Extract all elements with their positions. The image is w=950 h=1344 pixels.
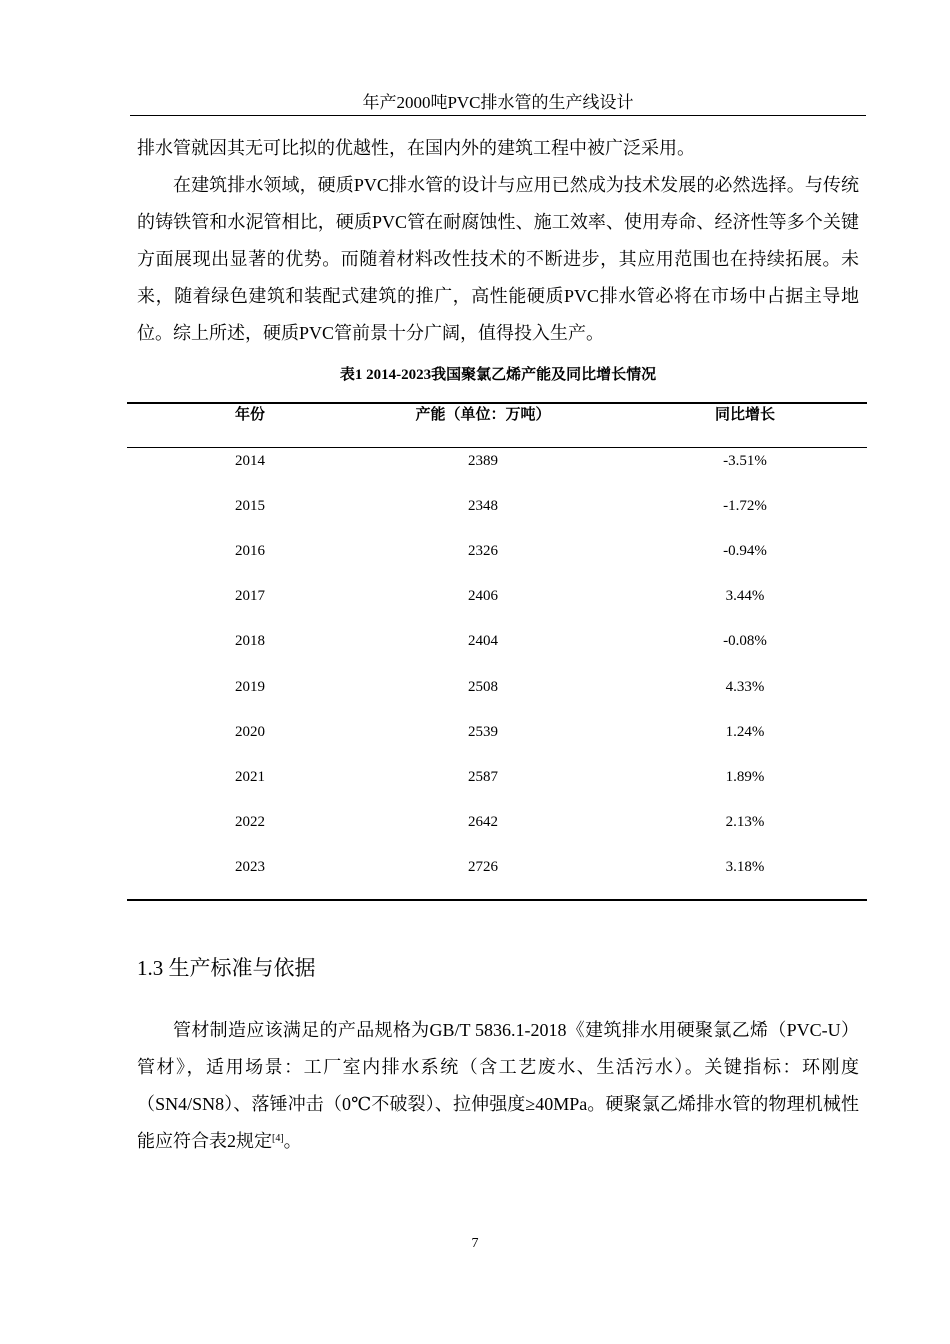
table-bottom-rule bbox=[127, 899, 867, 901]
table-header-year: 年份 bbox=[234, 407, 265, 423]
table-caption: 表1 2014-2023我国聚氯乙烯产能及同比增长情况 bbox=[339, 367, 657, 383]
table-cell-growth: -0.94% bbox=[723, 543, 767, 560]
table-cell-year: 2015 bbox=[235, 498, 265, 515]
running-header: 年产2000吨PVC排水管的生产线设计 bbox=[362, 93, 634, 112]
citation-reference: [4] bbox=[272, 1133, 284, 1144]
section-paragraph-text: 管材制造应该满足的产品规格为GB/T 5836.1-2018《建筑排水用硬聚氯乙烯（PVC-U）管材》，适用场景：工厂室内排水系统（含工艺废水、生活污水）。关键指标：环刚度（SN4/SN8）、落锤冲击（0℃不破裂）、拉伸强度≥40MPa。硬聚氯乙烯排水管的物理机械性能应符合表2规定 bbox=[137, 1020, 859, 1151]
table-cell-growth: -3.51% bbox=[723, 453, 767, 469]
table-top-rule bbox=[127, 402, 867, 404]
table-header-rule bbox=[127, 447, 867, 448]
table-cell-year: 2018 bbox=[235, 633, 265, 650]
table-cell-growth: 1.24% bbox=[725, 723, 765, 740]
table-cell-year: 2023 bbox=[235, 858, 265, 875]
table-cell-year: 2020 bbox=[235, 723, 265, 740]
table-cell-year: 2014 bbox=[235, 453, 265, 469]
table-cell-capacity: 2389 bbox=[468, 453, 498, 469]
table-cell-year: 2019 bbox=[235, 678, 265, 695]
table-cell-capacity: 2406 bbox=[468, 588, 498, 605]
table-cell-capacity: 2326 bbox=[468, 543, 498, 560]
table-cell-capacity: 2587 bbox=[468, 768, 498, 785]
table-cell-capacity: 2726 bbox=[468, 858, 498, 875]
body-paragraph-2: 在建筑排水领域，硬质PVC排水管的设计与应用已然成为技术发展的必然选择。与传统的铸铁管和水泥管相比，硬质PVC管在耐腐蚀性、施工效率、使用寿命、经济性等多个关键方面展现出显著的优势。而随着材料改性技术的不断进步，其应用范围也在持续拓展。未来，随着绿色建筑和装配式建筑的推广，高性能硬质PVC排水管必将在市场中占据主导地位。综上所述，硬质PVC管前景十分广阔，值得投入生产。 bbox=[137, 175, 859, 343]
table-header-growth: 同比增长 bbox=[714, 407, 775, 423]
table-cell-growth: 4.33% bbox=[725, 678, 765, 695]
section-paragraph-end: 。 bbox=[283, 1131, 302, 1151]
table-cell-growth: 1.89% bbox=[725, 768, 765, 785]
table-cell-capacity: 2539 bbox=[468, 723, 498, 740]
table-cell-growth: -1.72% bbox=[723, 498, 767, 515]
header-divider bbox=[130, 115, 866, 116]
table-cell-year: 2022 bbox=[235, 813, 265, 830]
table-header-capacity: 产能（单位：万吨） bbox=[415, 407, 551, 423]
table-cell-growth: -0.08% bbox=[723, 633, 767, 650]
table-cell-capacity: 2642 bbox=[468, 813, 498, 830]
body-paragraph-1: 排水管就因其无可比拟的优越性，在国内外的建筑工程中被广泛采用。 bbox=[137, 138, 695, 158]
section-title: 1.3 生产标准与依据 bbox=[137, 956, 316, 980]
section-paragraph bbox=[137, 1012, 859, 1160]
page-number: 7 bbox=[471, 1236, 479, 1251]
table-cell-year: 2016 bbox=[235, 543, 265, 560]
table-cell-capacity: 2348 bbox=[468, 498, 498, 515]
table-cell-growth: 3.18% bbox=[725, 858, 765, 875]
table-cell-growth: 3.44% bbox=[725, 588, 765, 605]
table-cell-year: 2017 bbox=[235, 588, 265, 605]
table-cell-capacity: 2508 bbox=[468, 678, 498, 695]
table-cell-growth: 2.13% bbox=[725, 813, 765, 830]
table-cell-year: 2021 bbox=[235, 768, 265, 785]
table-cell-capacity: 2404 bbox=[468, 633, 498, 650]
